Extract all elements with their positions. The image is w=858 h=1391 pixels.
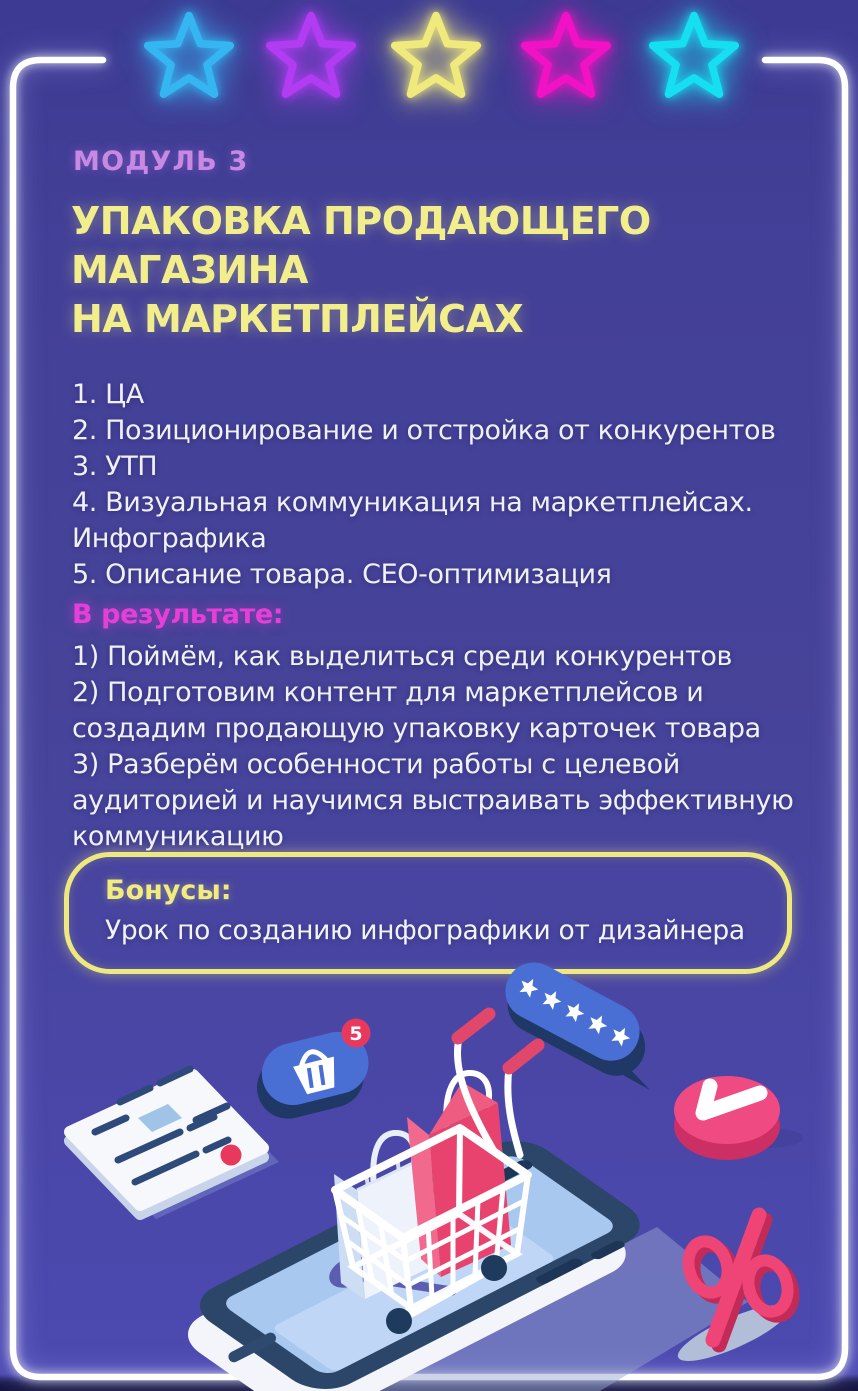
program-item: 4. Визуальная коммуникация на маркетплейсах. Инфографика [72,487,753,554]
credit-card [70,1069,279,1219]
check-button [674,1076,803,1160]
title-line-3: НА МАРКЕТПЛЕЙСАХ [71,297,524,341]
module-label: МОДУЛЬ 3 [73,146,249,177]
bonus-heading: Бонусы: [105,875,232,906]
bonus-text: Урок по созданию инфографики от дизайнера [105,915,745,946]
program-item: 1. ЦА [72,379,144,410]
page-title [71,197,811,344]
title-line-1: УПАКОВКА ПРОДАЮЩЕГО [71,199,651,243]
program-item: 2. Позиционирование и отстройка от конкурентов [72,415,776,446]
basket-badge-pill [248,1019,378,1126]
neon-star-5-icon [642,7,746,111]
card-dot [221,1145,242,1166]
neon-star-3-icon [384,7,488,111]
results-item: 2) Подготовим контент для маркетплейсов и создадим продающую упаковку карточек товара [72,677,761,744]
results-block [72,597,834,855]
badge-count: 5 [349,1023,363,1045]
program-item: 3. УТП [72,451,158,482]
neon-star-2-icon [259,7,363,111]
neon-star-4-icon [514,7,618,111]
program-list [72,377,834,593]
title-line-2: МАГАЗИНА [71,248,308,292]
results-item: 1) Поймём, как выделиться среди конкурентов [72,641,733,672]
ecommerce-illustration [0,950,858,1391]
results-heading: В результате: [72,599,284,630]
neon-star-1-icon [137,7,241,111]
program-item: 5. Описание товара. СЕО-оптимизация [72,559,612,590]
results-item: 3) Разберём особенности работы с целевой аудиторией и научимся выстраивать эффективную коммуникацию [72,749,794,852]
